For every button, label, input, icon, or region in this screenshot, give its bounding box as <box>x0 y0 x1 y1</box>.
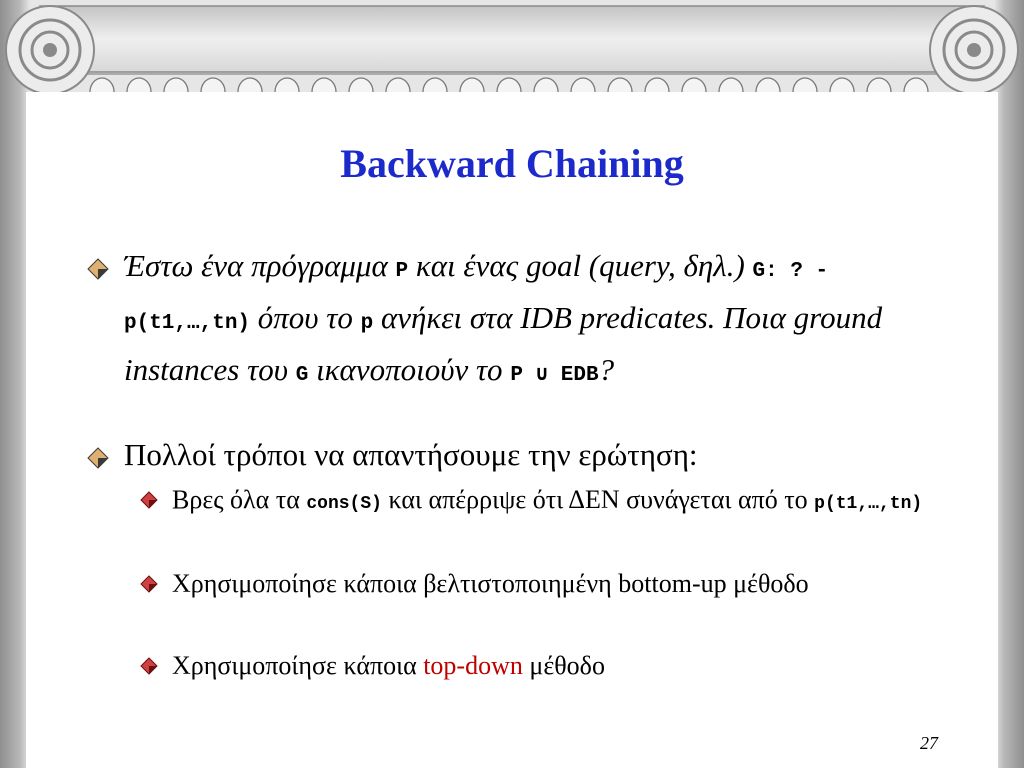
top-down-highlight: top-down <box>423 651 523 680</box>
bullet-program-goal: Έστω ένα πρόγραμμα P και ένας goal (query, δηλ.) G: ? - p(t1,…,tn) όπου το p ανήκει στα IDB predicates. Ποια ground instances του G ικανοποιούν το P ∪ EDB? <box>124 248 883 387</box>
red-diamond-bullet-icon <box>140 657 158 675</box>
diamond-bullet-icon <box>87 447 109 469</box>
page-number: 27 <box>920 733 938 753</box>
red-diamond-bullet-icon <box>140 575 158 593</box>
left-volute-icon <box>6 6 94 94</box>
red-diamond-bullet-icon <box>140 491 158 509</box>
slide-title: Backward Chaining <box>340 141 684 186</box>
subbullet-bottom-up: Χρησιμοποίησε κάποια βελτιστοποιημένη bottom-up μέθοδο <box>172 569 809 598</box>
bullet-many-ways: Πολλοί τρόποι να απαντήσουμε την ερώτηση: <box>124 437 698 472</box>
column-capital-frame <box>0 0 1024 96</box>
diamond-bullet-icon <box>87 258 109 280</box>
subbullet-find-cons: Βρες όλα τα cons(S) και απέρριψε ότι ΔΕΝ συνάγεται από το p(t1,…,tn) <box>172 485 923 514</box>
right-volute-icon <box>930 6 1018 94</box>
subbullet-top-down: Χρησιμοποίησε κάποια top-down μέθοδο <box>172 651 605 680</box>
